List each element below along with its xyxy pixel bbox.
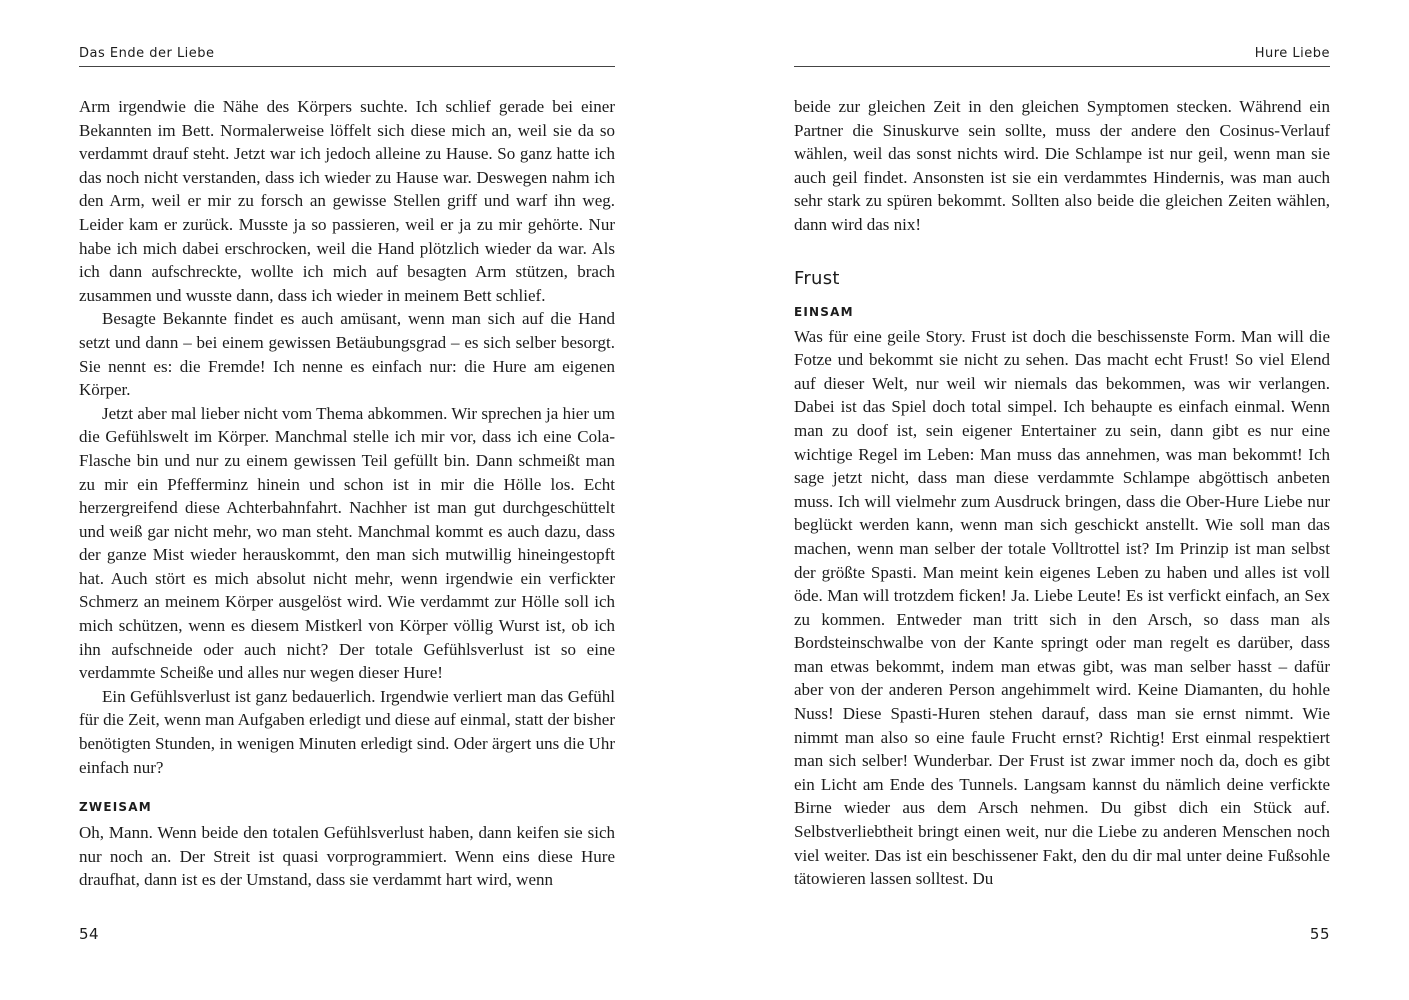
page-body bbox=[794, 95, 1330, 891]
subsection-heading: EINSAM bbox=[794, 304, 854, 319]
page-number: 55 bbox=[1309, 925, 1330, 943]
paragraph: beide zur gleichen Zeit in den gleichen Symptomen stecken. Während ein Partner die Sinuskurve sein sollte, muss der andere den Cosinus-Verlauf wählen, weil das sonst nichts wird. Die Schlampe ist nur geil, wenn man sie auch geil findet. Ansonsten ist sie ein verdammtes Hindernis, was man auch sehr stark zu spüren bekommt. Sollten also beide die gleichen Zeiten wählen, dann wird das nix! bbox=[794, 97, 1330, 234]
right-page bbox=[794, 0, 1330, 1000]
page-body bbox=[79, 95, 615, 892]
paragraph: Jetzt aber mal lieber nicht vom Thema abkommen. Wir sprechen ja hier um die Gefühlswelt im Körper. Manchmal stelle ich mir vor, dass ich eine Cola-Flasche bin und nur zu einem gewissen Teil gefüllt bin. Dann schmeißt man zu mir ein Pfefferminz hinein und schon ist in mir die Hölle los. Echt herzergreifend diese Achterbahnfahrt. Nachher ist man gut durchgeschüttelt und weiß gar nicht mehr, wo man steht. Manchmal kommt es auch dazu, dass der ganze Mist wieder herauskommt, den man sich mutwillig hineingestopft hat. Auch stört es mich absolut nicht mehr, wenn irgendwie ein verfickter Schmerz an meinem Körper ausgelöst wird. Wie verdammt zur Hölle soll ich mich schützen, wenn es diesem Mistkerl von Körper völlig Wurst ist, ob ich ihn aufschneide oder auch nicht? Der totale Gefühlsverlust ist so eine verdammte Scheiße und alles nur wegen dieser Hure! bbox=[79, 403, 615, 683]
running-head: Hure Liebe bbox=[794, 46, 1330, 67]
paragraph: Oh, Mann. Wenn beide den totalen Gefühlsverlust haben, dann keifen sie sich nur noch an. Der Streit ist quasi vorprogrammiert. Wenn eins diese Hure draufhat, dann ist es der Umstand, dass sie verdammt hart wird, wenn bbox=[79, 823, 615, 890]
paragraph: Ein Gefühlsverlust ist ganz bedauerlich. Irgendwie verliert man das Gefühl für die Zeit, wenn man Aufgaben erledigt und diese auf einmal, statt der bisher benötigten Stunden, in wenigen Minuten erledigt sind. Oder ärgert uns die Uhr einfach nur? bbox=[79, 686, 615, 777]
subsection-heading: ZWEISAM bbox=[79, 800, 152, 815]
paragraph: Besagte Bekannte findet es auch amüsant, wenn man sich auf die Hand setzt und dann – bei einem gewissen Betäubungsgrad – es sich selber besorgt. Sie nennt es: die Fremde! Ich nenne es einfach nur: die Hure am eigenen Körper. bbox=[79, 309, 615, 400]
paragraph: Arm irgendwie die Nähe des Körpers suchte. Ich schlief gerade bei einer Bekannten im Bett. Normalerweise löffelt sich diese mich an, weil sie da so verdammt drauf steht. Jetzt war ich jedoch alleine zu Hause. So ganz hatte ich das noch nicht verstanden, dass ich wieder zu Hause war. Deswegen nahm ich den Arm, weil er mir zu forsch an gewisse Stellen griff und warf ihn weg. Leider kam er zurück. Musste ja so passieren, weil er ja zu mir gehörte. Nur habe ich mich dabei erschrocken, weil die Hand plötzlich wieder da war. Als ich dann aufschreckte, wollte ich mich auf besagten Arm stützen, brach zusammen und wusste dann, dass ich wieder in meinem Bett schlief. bbox=[79, 97, 615, 305]
running-head: Das Ende der Liebe bbox=[79, 46, 615, 67]
paragraph: Was für eine geile Story. Frust ist doch die beschissenste Form. Man will die Fotze und bekommt sie nicht zu sehen. Das macht echt Frust! So viel Elend auf dieser Welt, nur weil wir niemals das bekommen, was wir verlangen. Dabei ist das Spiel doch total simpel. Ich behaupte es einfach einmal. Wenn man zu doof ist, sein eigener Entertainer zu sein, dann gibt es nur eine wichtige Regel im Leben: Man muss das annehmen, was man bekommt! Ich sage jetzt nicht, dass man diese verdammte Schlampe abgöttisch anbeten muss. Ich will vielmehr zum Ausdruck bringen, dass die Ober-Hure Liebe nur beglückt werden kann, wenn man sich geschickt anstellt. Wie soll man das machen, wenn man selber der totale Volltrottel ist? Im Prinzip ist man selbst der größte Spasti. Man meint kein eigenes Leben zu haben und alles ist voll öde. Man will trotzdem ficken! Ja. Liebe Leute! Es ist verfickt einfach, an Sex zu kommen. Entweder man tritt sich in den Arsch, so dass man als Bordsteinschwalbe von der Kante springt oder man regelt es darüber, dass man etwas bekommt, indem man etwas gibt, was man selber hasst – dafür aber von der anderen Person angehimmelt wird. Keine Diamanten, du hohle Nuss! Diese Spasti-Huren stehen darauf, dass man sie ernst nimmt. Wie nimmt man also so eine faule Frucht ernst? Richtig! Erst einmal respektiert man sich selber! Wunderbar. Der Frust ist zwar immer noch da, doch es gibt ein Licht am Ende des Tunnels. Langsam kannst du nämlich deine verfickte Birne wieder aus dem Arsch nehmen. Du gibst dich ein Stück auf. Selbstverliebtheit bringt einen weit, nur die Liebe zu anderen Menschen noch viel weiter. Das ist ein beschissener Fakt, den du dir mal unter deine Fußsohle tätowieren lassen solltest. Du bbox=[794, 326, 1330, 889]
page-number: 54 bbox=[79, 925, 100, 943]
section-heading: Frust bbox=[794, 267, 840, 289]
left-page bbox=[79, 0, 615, 1000]
